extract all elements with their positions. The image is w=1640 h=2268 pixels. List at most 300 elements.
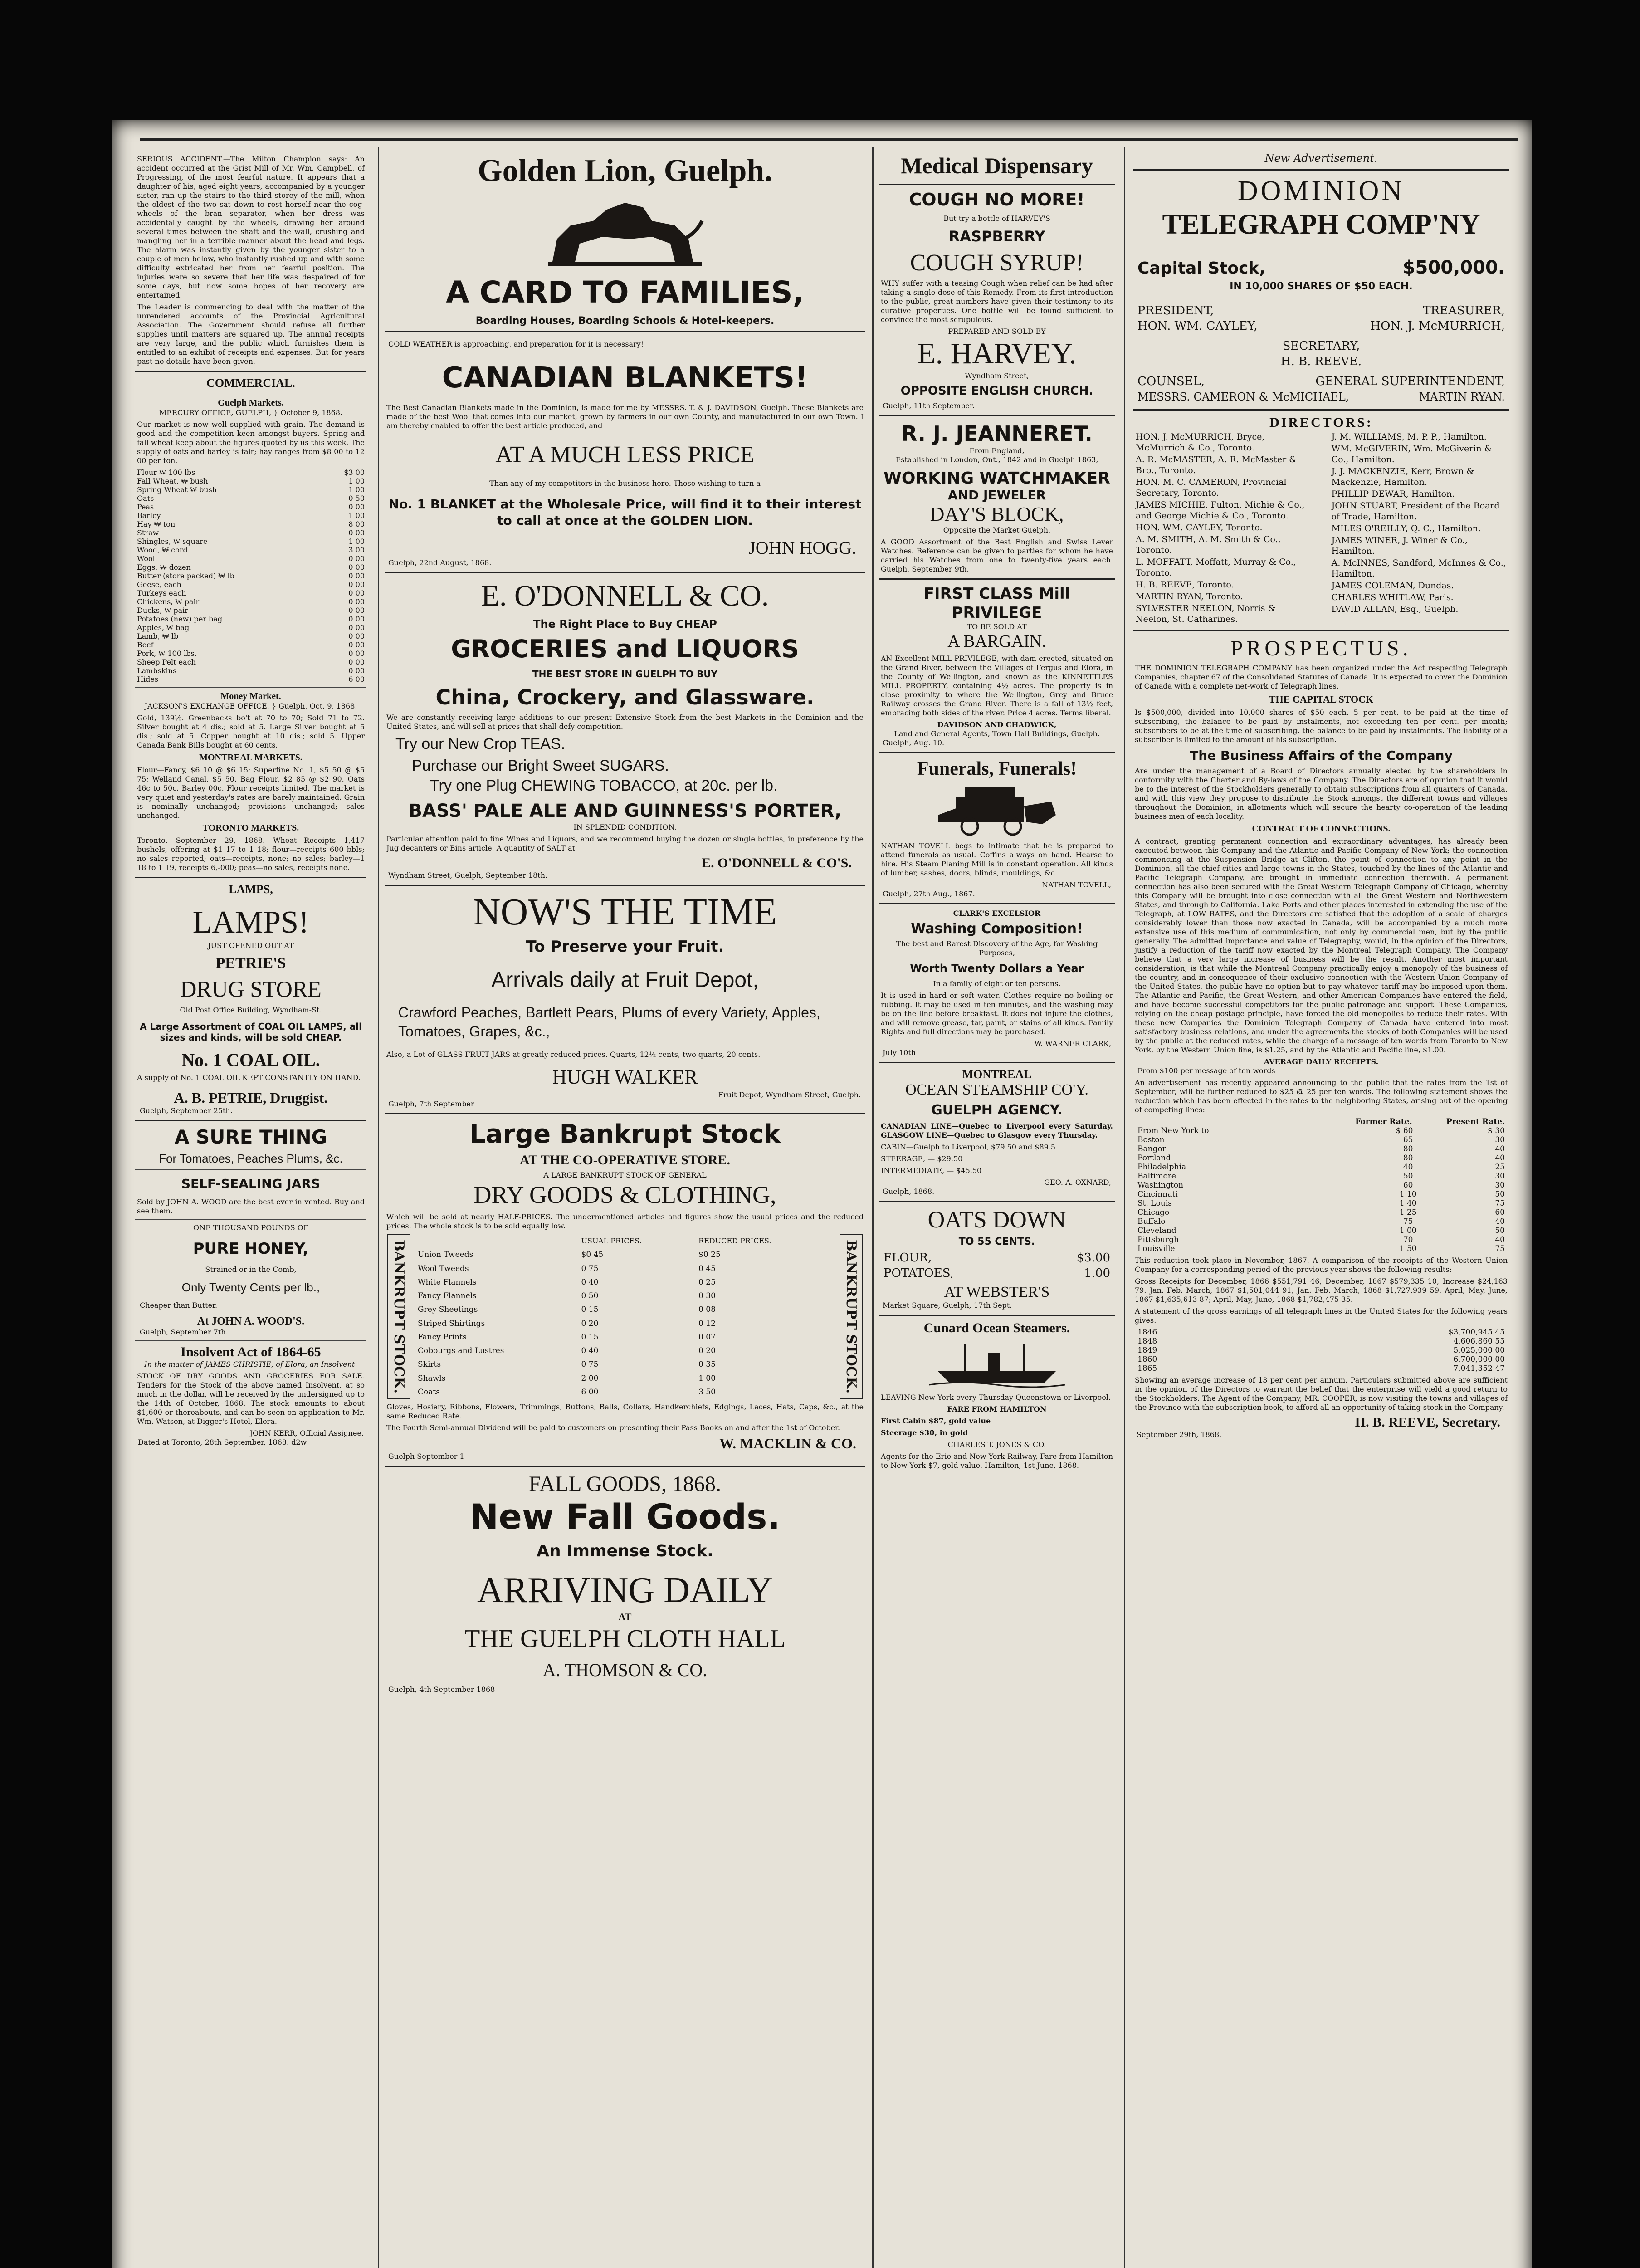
groceries-liquors: GROCERIES and LIQUORS xyxy=(451,635,799,663)
preserve-fruit: To Preserve your Fruit. xyxy=(526,938,724,956)
director: L. MOFFATT, Moffatt, Murray & Co., Toronto. xyxy=(1136,557,1296,578)
washing-composition: Washing Composition! xyxy=(911,921,1083,937)
boarding-houses: Boarding Houses, Boarding Schools & Hotel-keepers. xyxy=(475,315,775,327)
davidson-date: Guelph, Aug. 10. xyxy=(883,738,945,747)
guelph-markets-heading: Guelph Markets. xyxy=(218,398,284,408)
montreal-heading: MONTREAL xyxy=(962,1068,1032,1081)
price-row: Apples, ₩ bag 0 00 xyxy=(137,623,365,632)
price-row: Lambskins 0 00 xyxy=(137,666,365,675)
golden-lion-title: Golden Lion, Guelph. xyxy=(478,153,772,188)
column-rule xyxy=(872,147,874,2268)
divider xyxy=(879,903,1115,904)
gloves-text: Gloves, Hosiery, Ribbons, Flowers, Trimmings, Buttons, Balls, Collars, Handkerchiefs, Edgings, Laces, Hats, Caps, &c., at the same Reduced Rate. xyxy=(386,1403,864,1421)
macklin-date: Guelph September 1 xyxy=(388,1452,464,1461)
divider xyxy=(135,687,366,688)
new-fall-goods: New Fall Goods. xyxy=(469,1496,781,1537)
canadian-line: CANADIAN LINE—Quebec to Liverpool every Saturday. GLASGOW LINE—Quebec to Glasgow every Thursday. xyxy=(881,1122,1113,1139)
splendid-condition: IN SPLENDID CONDITION. xyxy=(573,823,677,831)
column-advertisements-b xyxy=(879,152,1115,2268)
washing-intro: The best and Rarest Discovery of the Age, for Washing Purposes, xyxy=(896,939,1098,957)
earnings-row: 1865 7,041,352 47 xyxy=(1137,1364,1505,1373)
divider xyxy=(879,184,1115,185)
director: HON. J. McMURRICH, Bryce, McMurrich & Co., Toronto. xyxy=(1136,432,1265,453)
toronto-markets-heading: TORONTO MARKETS. xyxy=(202,823,299,833)
jones-text: Agents for the Erie and New York Railway, Fare from Hamilton to New York $7, gold value. Hamilton, 1st June, 1868. xyxy=(881,1452,1113,1470)
column-news-markets xyxy=(135,152,366,2268)
jones-signature: CHARLES T. JONES & CO. xyxy=(947,1440,1046,1449)
clark-date: July 10th xyxy=(883,1048,916,1057)
card-to-families: A CARD TO FAMILIES, xyxy=(446,275,804,310)
price-row: Beef 0 00 xyxy=(137,640,365,649)
prospectus-heading: PROSPECTUS. xyxy=(1230,636,1412,660)
contract-heading: CONTRACT OF CONNECTIONS. xyxy=(1252,824,1391,834)
odonnell-title: E. O'DONNELL & CO. xyxy=(481,579,769,612)
guelph-agency: GUELPH AGENCY. xyxy=(931,1102,1063,1118)
table-row: Union Tweeds $0 45 $0 25 xyxy=(418,1250,721,1260)
leaving-new-york: LEAVING New York every Thursday Queenstown or Liverpool. xyxy=(881,1393,1111,1402)
funerals-heading: Funerals, Funerals! xyxy=(917,758,1077,779)
first-cabin: First Cabin $87, gold value xyxy=(881,1417,991,1425)
business-affairs-heading: The Business Affairs of the Company xyxy=(1190,748,1453,763)
price-row: Wood, ₩ cord 3 00 xyxy=(137,546,365,554)
tovell-date: Guelph, 27th Aug., 1867. xyxy=(883,890,975,898)
canadian-blankets: CANADIAN BLANKETS! xyxy=(442,361,808,395)
officers-row-1: PRESIDENT, TREASURER, xyxy=(1137,304,1505,318)
table-row: Skirts 0 75 0 35 xyxy=(418,1360,716,1369)
price-table xyxy=(415,1234,835,1399)
flour-price-row: FLOUR, $3.00 xyxy=(883,1251,1110,1265)
arriving-daily: ARRIVING DAILY xyxy=(477,1570,773,1611)
arrivals-daily: Arrivals daily at Fruit Depot, xyxy=(491,968,759,992)
medical-dispensary: Medical Dispensary xyxy=(901,153,1093,178)
mill-privilege: FIRST CLASS Mill PRIVILEGE xyxy=(923,585,1070,622)
steamship-icon xyxy=(929,1339,1065,1389)
reduction-text: This reduction took place in November, 1867. A comparison of the receipts of the Western Union Company for a corresponding period of the previous year shows the following results: xyxy=(1135,1256,1508,1274)
much-less-price: AT A MUCH LESS PRICE xyxy=(495,442,755,468)
why-suffer: WHY suffer with a teasing Cough when relief can be had after taking a single dose of this Remedy. From its first introduction to the public, great numbers have given their testimony to its curative properties. One bottle will be found sufficient to convince the most scrupulous. xyxy=(881,279,1113,324)
just-opened: JUST OPENED OUT AT xyxy=(208,941,294,950)
to-be-sold: TO BE SOLD AT xyxy=(967,622,1027,631)
earnings-row: 1846 $3,700,945 45 xyxy=(1137,1328,1505,1337)
bankrupt-table-block xyxy=(387,1234,863,1399)
price-row: Pork, ₩ 100 lbs. 0 00 xyxy=(137,649,365,658)
secretary-label: SECRETARY, xyxy=(1282,339,1360,353)
rates-table xyxy=(1133,1117,1509,1253)
guelph-dateline: MERCURY OFFICE, GUELPH, } October 9, 1868. xyxy=(159,408,343,417)
steerage-fare: STEERAGE, — $29.50 xyxy=(881,1154,963,1163)
blankets-text: The Best Canadian Blankets made in the Dominion, is made for me by MESSRS. T. & J. DAVIDSON, Guelph. These Blankets are made of the best Wool that comes into our market, grown by farmers in our own County, and manufactured in our own Town. I am thereby enabled to offer the best article produced, and xyxy=(386,403,864,430)
immense-stock: An Immense Stock. xyxy=(537,1542,713,1561)
director: J. M. WILLIAMS, M. P. P., Hamilton. xyxy=(1331,432,1487,442)
lamps-heading: LAMPS, xyxy=(229,883,273,896)
price-row: Shingles, ₩ square 1 00 xyxy=(137,537,365,546)
worth-twenty: Worth Twenty Dollars a Year xyxy=(910,962,1084,975)
director: HON. WM. CAYLEY, Toronto. xyxy=(1136,523,1263,533)
table-header: USUAL PRICES. REDUCED PRICES. xyxy=(581,1237,771,1246)
director: H. B. REEVE, Toronto. xyxy=(1136,580,1234,590)
newspaper-page xyxy=(112,120,1532,2268)
odonnell-signature: E. O'DONNELL & CO'S. xyxy=(702,855,852,870)
price-row: Sheep Pelt each 0 00 xyxy=(137,658,365,666)
honey-price: Only Twenty Cents per lb., xyxy=(181,1281,320,1294)
price-row: Eggs, ₩ dozen 0 00 xyxy=(137,563,365,572)
thomson-date: Guelph, 4th September 1868 xyxy=(388,1685,495,1694)
divider xyxy=(879,752,1115,753)
receipts-text: Gross Receipts for December, 1866 $551,791 46; December, 1867 $579,335 10; Increase $24,163 79. Jan. Feb. March, 1867 $1,501,044 91; Jan. Feb. March, 1868 $1,727,939 59. April, May, June, 1867 $1,635,613 87; April, May, June, 1868 $1,782,475 35. xyxy=(1135,1277,1508,1304)
leader-article: The Leader is commencing to deal with the matter of the unrendered accounts of the Provincial Agricultural Association. The Government should refuse all further supplies until matters are squared up. The annual receipts are very large, and the public which furnishes them is entitled to an exhibit of receipts and expenses. But for years past no details have been given. xyxy=(137,303,365,366)
officers-row-4: MESSRS. CAMERON & McMICHAEL, MARTIN RYAN. xyxy=(1137,391,1505,403)
director: SYLVESTER NEELON, Norris & Neelon, St. Catharines. xyxy=(1136,603,1276,624)
rates-row: Portland 80 40 xyxy=(1137,1154,1505,1163)
directors-left xyxy=(1133,430,1313,626)
lamps-text: A Large Assortment of COAL OIL LAMPS, all sizes and kinds, will be sold CHEAP. xyxy=(140,1021,362,1043)
prospectus-text: THE DOMINION TELEGRAPH COMPANY has been organized under the Act respecting Telegraph Companies, chapter 67 of the Consolidated Statutes of Canada. It is expected to cover the Dominion of Canada with a complete net-work of Telegraph lines. xyxy=(1135,664,1508,690)
hogg-signature: JOHN HOGG. xyxy=(748,538,856,558)
column-rule xyxy=(1124,147,1125,2268)
dividend-text: The Fourth Semi-annual Dividend will be paid to customers on presenting their Pass Books on and after the 1st of October. xyxy=(386,1423,840,1432)
earnings-row: 1860 6,700,000 00 xyxy=(1137,1355,1505,1364)
divider xyxy=(385,1113,865,1114)
price-row: Turkeys each 0 00 xyxy=(137,589,365,597)
divider xyxy=(385,1466,865,1467)
coal-text: A supply of No. 1 COAL OIL KEPT CONSTANTLY ON HAND. xyxy=(137,1073,361,1082)
price-row: Straw 0 00 xyxy=(137,528,365,537)
lamps-title: LAMPS! xyxy=(192,905,309,940)
jeanneret-name: R. J. JEANNERET. xyxy=(901,421,1093,446)
director: PHILLIP DEWAR, Hamilton. xyxy=(1331,489,1455,499)
opposite-market: Opposite the Market Guelph. xyxy=(943,526,1051,534)
honey-subtitle: Strained or in the Comb, xyxy=(205,1265,297,1274)
rates-heading: AVERAGE DAILY RECEIPTS. xyxy=(1264,1057,1379,1066)
mill-text: AN Excellent MILL PRIVILEGE, with dam erected, situated on the Grand River, between the Villages of Fergus and Elora, in the County of Wellington, and known as the KINNETTLES MILL PROPERTY, containing 4½ acres. The property is in close proximity to where the Wellington, Grey and Bruce Railway crosses the Grand River. There is a fall of 13½ feet, embracing both sides of the river. Price 4 acres. Terms liberal. xyxy=(881,654,1113,717)
honey-cheaper: Cheaper than Butter. xyxy=(140,1301,218,1310)
earnings-intro: A statement of the gross earnings of all telegraph lines in the United States for the following years gives: xyxy=(1135,1307,1508,1325)
divider xyxy=(135,877,366,878)
from-100: From $100 per message of ten words xyxy=(1137,1066,1275,1075)
price-list xyxy=(135,468,366,684)
harvey-date: Guelph, 11th September. xyxy=(883,401,975,410)
director: CHARLES WHITLAW, Paris. xyxy=(1331,592,1454,602)
contract-text: A contract, granting permanent connection and extraordinary advantages, has already been executed between this Company and the Atlantic and Pacific Company of New York; the connection commencing at the Suspension Bridge at Clifton, the point of connection to any point in the Dominion, all the chief cities and large towns in the States, touched by the lines of the Atlantic and Pacific Telegraph Company, are brought in immediate connection therewith. A permanent connection has also been secured with the Great Western Telegraph Company of Chicago, whereby this Company will be brought into close connection with all the Great Western and Northwestern States, and through to California. Lake Ports and other places interested in extending the use of the Telegraph, at LOW RATES, and the Directors are satisfied that the adoption of a scale of charges considerably lower than those now exacted in Canada, will be accompanied by a much more extensive use of this medium of communication, not only by commercial men, but by the public generally. The admitted importance and value of Telegraphy, would, in the opinion of the Directors, justify a reduction of the tariff now exacted by the Montreal Telegraph Company. The Company believe that a very large increase of business will be the result. Another most important consideration, is that while the Montreal Company practically enjoy a monopoly of the business of the country, and in consequence of their exclusive connection with the Western Union Company of the United States, the public have no option but to pay whatever tariff may be imposed upon them. The Atlantic and Pacific, the Great Western, and other American Companies have entered the field, and have become successful competitors for the public patronage and support. These Companies, relying on the cheap postage principle, have forced the old monopolies to reduce their rates. With these new Companies the Dominion Telegraph Company of Canada have entered into most satisfactory business relations, and under the agreements the stocks of both Companies will be used by the public at the reduced rates, while the charge of a message of ten words from Toronto to New York, by the Western Union line, is $1.25, and by the Atlantic and Pacific line, $1.00. xyxy=(1135,837,1508,1054)
rates-row: Pittsburgh 70 40 xyxy=(1137,1235,1505,1244)
from-england: From England, xyxy=(969,446,1025,455)
rates-row: St. Louis 1 40 75 xyxy=(1137,1199,1505,1208)
capital-stock-row: Capital Stock, $500,000. xyxy=(1137,257,1505,278)
secretary-name: H. B. REEVE. xyxy=(1280,355,1362,368)
capital-text: Is $500,000, divided into 10,000 shares of $50 each. 5 per cent. to be paid at the time of subscribing, the balance to be paid by instalments, not exceeding ten per cent. per month; subscribers to be at the time of subscribing, the balance to be paid by instalments. The liability of a subscriber is limited to the amount of his subscription. xyxy=(1135,708,1508,744)
director: JAMES WINER, J. Winer & Co., Hamilton. xyxy=(1331,535,1468,556)
opposite-church: OPPOSITE ENGLISH CHURCH. xyxy=(900,384,1093,398)
bankrupt-stock-title: Large Bankrupt Stock xyxy=(469,1119,781,1149)
price-row: Ducks, ₩ pair 0 00 xyxy=(137,606,365,615)
divider xyxy=(385,885,865,886)
steerage-gold: Steerage $30, in gold xyxy=(881,1428,968,1437)
table-row: Cobourgs and Lustres 0 40 0 20 xyxy=(418,1346,716,1356)
price-row: Hides 6 00 xyxy=(137,675,365,684)
director: A. M. SMITH, A. M. Smith & Co., Toronto. xyxy=(1136,534,1281,555)
davidson-sub: Land and General Agents, Town Hall Buildings, Guelph. xyxy=(894,729,1100,738)
cough-no-more: COUGH NO MORE! xyxy=(909,190,1085,210)
divider xyxy=(135,1169,366,1170)
insolvent-date: Dated at Toronto, 28th September, 1868. d2w xyxy=(138,1438,307,1447)
rates-row: Bangor 80 40 xyxy=(1137,1144,1505,1154)
ocean-steamship: OCEAN STEAMSHIP CO'Y. xyxy=(905,1081,1088,1098)
large-general: A LARGE BANKRUPT STOCK OF GENERAL xyxy=(543,1171,707,1179)
drug-address: Old Post Office Building, Wyndham-St. xyxy=(180,1006,322,1014)
director: A. McINNES, Sandford, McInnes & Co., Hamilton. xyxy=(1331,558,1506,579)
price-row: Peas 0 00 xyxy=(137,503,365,511)
thomson-signature: A. THOMSON & CO. xyxy=(542,1660,708,1681)
director: MILES O'REILLY, Q. C., Hamilton. xyxy=(1331,523,1481,533)
column-rule xyxy=(378,147,379,2268)
at-label: AT xyxy=(618,1611,632,1623)
table-row: Wool Tweeds 0 75 0 45 xyxy=(418,1264,716,1273)
than-any: Than any of my competitors in the business here. Those wishing to turn a xyxy=(489,479,761,488)
china-glassware: China, Crockery, and Glassware. xyxy=(435,685,815,709)
insolvent-heading: Insolvent Act of 1864-65 xyxy=(181,1344,321,1359)
table-row: Fancy Prints 0 15 0 07 xyxy=(418,1332,716,1342)
divider xyxy=(135,1340,366,1341)
director: JAMES MICHIE, Fulton, Michie & Co., and George Michie & Co., Toronto. xyxy=(1136,500,1305,521)
and-jeweler: AND JEWELER xyxy=(947,488,1046,503)
rates-row: Cincinnati 1 10 50 xyxy=(1137,1190,1505,1199)
insolvent-text: STOCK OF DRY GOODS AND GROCERIES FOR SALE. Tenders for the Stock of the above named Insolvent, at so much in the dollar, will be received by the undersigned up to the 14th of October, 1868. The stock amounts to about $1,600 or thereabouts, and can be seen on application to Mr. Wm. Watson, at Digger's Hotel, Elora. xyxy=(137,1372,365,1426)
rates-row: Cleveland 1 00 50 xyxy=(1137,1226,1505,1235)
potatoes-price-row: POTATOES, 1.00 xyxy=(883,1266,1110,1280)
good-assortment: A GOOD Assortment of the Best English and Swiss Lever Watches. Reference can be given to parties for whom he have carried his Watches from one to twenty-five years each. Guelph, September 9th. xyxy=(881,538,1113,573)
telegraph-company: TELEGRAPH COMP'NY xyxy=(1162,209,1480,240)
cold-weather: COLD WEATHER is approaching, and preparation for it is necessary! xyxy=(388,340,644,348)
directors-list xyxy=(1133,430,1509,626)
director: HON. M. C. CAMERON, Provincial Secretary, Toronto. xyxy=(1136,477,1287,498)
table-row: White Flannels 0 40 0 25 xyxy=(418,1277,716,1287)
rates-intro: An advertisement has recently appeared announcing to the public that the rates from the 1st of September, will be further reduced to $25 @ 25 per ten words. The following statement shows the reduction which has been effected in the rates to the neighboring States, arising out of the opening of competing lines: xyxy=(1135,1078,1508,1114)
rates-row: Louisville 1 50 75 xyxy=(1137,1244,1505,1253)
hearse-icon xyxy=(929,783,1065,838)
co-operative-store: AT THE CO-OPERATIVE STORE. xyxy=(519,1153,730,1168)
divider xyxy=(135,371,366,372)
divider xyxy=(879,415,1115,416)
right-place: The Right Place to Buy CHEAP xyxy=(533,618,717,631)
divider xyxy=(1133,169,1509,171)
divider xyxy=(879,1062,1115,1063)
montreal-markets-heading: MONTREAL MARKETS. xyxy=(199,753,303,763)
working-watchmaker: WORKING WATCHMAKER xyxy=(883,469,1110,488)
director: DAVID ALLAN, Esq., Guelph. xyxy=(1331,604,1459,614)
closing-text: Showing an average increase of 13 per cent per annum. Particulars submitted above are sufficient in the opinion of the Directors to warrant the belief that the enterprise will yield a good return to the Stockholders. The Agent of the Company, MR. COOPER, is now visiting the towns and villages of the Province with the subscription book, to afford all an opportunity of taking stock in the Company. xyxy=(1135,1376,1508,1412)
dominion: DOMINION xyxy=(1237,176,1405,206)
no1-blanket: No. 1 BLANKET at the Wholesale Price, will find it to their interest to call at once at the GOLDEN LION. xyxy=(388,497,862,528)
price-row: Spring Wheat ₩ bush 1 00 xyxy=(137,485,365,494)
director: A. R. McMASTER, A. R. McMaster & Bro., Toronto. xyxy=(1136,455,1297,475)
family-size: In a family of eight or ten persons. xyxy=(933,979,1061,988)
montreal-markets-text: Flour—Fancy, $6 10 @ $6 15; Superfine No. 1, $5 50 @ $5 75; Welland Canal, $5 50. Bag Flour, $2 85 @ $2 90. Oats 46c to 50c. Barley 00c. Flour receipts limited. The market is very quiet and yesterday's rates are barely maintained. Grain is nominally unchanged; provisions unchanged; sales unchanged. xyxy=(137,766,365,820)
oxnard-signature: GEO. A. OXNARD, xyxy=(1044,1178,1111,1187)
new-advertisement: New Advertisement. xyxy=(1264,152,1378,165)
macklin-signature: W. MACKLIN & CO. xyxy=(719,1435,856,1452)
try-teas: Try our New Crop TEAS. xyxy=(395,735,566,753)
price-row: Fall Wheat, ₩ bush 1 00 xyxy=(137,477,365,485)
divider xyxy=(879,578,1115,580)
capital-stock-heading: THE CAPITAL STOCK xyxy=(1269,694,1374,705)
clarks-excelsior: CLARK'S EXCELSIOR xyxy=(953,909,1041,918)
guelph-markets-text: Our market is now well supplied with grain. The demand is good and the competition keen amongst buyers. Spring and fall wheat keep about the figures quoted by us this week. The supply of oats and barley is fair; hay ranges from $8 00 to 12 00 per ton. xyxy=(137,420,365,465)
rates-row: Buffalo 75 40 xyxy=(1137,1217,1505,1226)
nows-the-time: NOW'S THE TIME xyxy=(473,891,777,933)
price-row: Oats 0 50 xyxy=(137,494,365,503)
commercial-heading: COMMERCIAL. xyxy=(206,376,295,390)
director: MARTIN RYAN, Toronto. xyxy=(1136,591,1243,601)
insolvent-signature: JOHN KERR, Official Assignee. xyxy=(249,1429,364,1437)
receiving-text: We are constantly receiving large additions to our present Extensive Stock from the best Markets in the Dominion and the United States, and will sell at prices that shall defy competition. xyxy=(386,713,864,731)
wyndham-street: Wyndham Street, xyxy=(965,371,1029,380)
business-text: Are under the management of a Board of Directors annually elected by the shareholders in conformity with the Charter and By-laws of the Company. The Directors are of opinion that it would be to the interest of the Stockholders generally to obtain subscriptions from all quarters of Canada, and with this view they propose to distribute the Stock amongst the different towns and villages throughout the Dominion, in allotments which will secure the hearty co-operation of the leading business men of each locality. xyxy=(1135,767,1508,821)
oxnard-date: Guelph, 1868. xyxy=(883,1187,935,1196)
but-try: But try a bottle of HARVEY'S xyxy=(943,214,1050,223)
sure-thing: A SURE THING xyxy=(174,1126,327,1148)
petrie-signature: A. B. PETRIE, Druggist. xyxy=(174,1090,328,1106)
table-row: Fancy Flannels 0 50 0 30 xyxy=(418,1291,716,1301)
days-block: DAY'S BLOCK, xyxy=(930,503,1064,525)
prepared-by: PREPARED AND SOLD BY xyxy=(948,327,1046,336)
rates-row: Washington 60 30 xyxy=(1137,1181,1505,1190)
walker-address: Fruit Depot, Wyndham Street, Guelph. xyxy=(718,1090,861,1099)
toronto-markets-text: Toronto, September 29, 1868. Wheat—Receipts 1,417 bushels, offering at $1 17 to 1 18; flour—receipts 600 bbls; no sales reported; oats—receipts, none; no sales; barley—1 18 to 1 19, receipts 6,-000; peas—no sales, receipts none. xyxy=(137,836,365,872)
money-market-heading: Money Market. xyxy=(220,691,281,701)
price-row: Flour ₩ 100 lbs $3 00 xyxy=(137,468,365,477)
washing-body: It is used in hard or soft water. Clothes require no boiling or rubbing. It may be used in ten minutes, and the washing may be on the line before breakfast. It does not injure the clothes, and will remove grease, tar, paint, or stains of all kinds. Family Rights and full directions may be purchased. xyxy=(881,991,1113,1036)
fare-from-hamilton: FARE FROM HAMILTON xyxy=(947,1405,1047,1413)
price-row: Barley 1 00 xyxy=(137,511,365,520)
oats-down: OATS DOWN xyxy=(927,1207,1066,1233)
webster-address: Market Square, Guelph, 17th Sept. xyxy=(883,1301,1012,1310)
divider xyxy=(385,572,865,573)
rates-row: Boston 65 30 xyxy=(1137,1135,1505,1144)
divider xyxy=(1133,630,1509,631)
directors-heading: DIRECTORS: xyxy=(1269,415,1373,430)
pure-honey: PURE HONEY, xyxy=(193,1240,309,1258)
guelph-cloth-hall: THE GUELPH CLOTH HALL xyxy=(464,1625,786,1653)
director: WM. McGIVERIN, Wm. McGiverin & Co., Hamilton. xyxy=(1331,444,1492,464)
coal-oil: No. 1 COAL OIL. xyxy=(181,1050,320,1070)
plug-tobacco: Try one Plug CHEWING TOBACCO, at 20c. per lb. xyxy=(430,777,778,794)
dry-goods-clothing: DRY GOODS & CLOTHING, xyxy=(473,1181,776,1208)
cunard-heading: Cunard Ocean Steamers. xyxy=(923,1320,1070,1335)
earnings-row: 1849 5,025,000 00 xyxy=(1137,1346,1505,1355)
rates-header: Former Rate. Present Rate. xyxy=(1355,1117,1505,1126)
shares: IN 10,000 SHARES OF $50 EACH. xyxy=(1230,281,1413,292)
intermediate-fare: INTERMEDIATE, — $45.50 xyxy=(881,1166,982,1175)
price-row: Wool 0 00 xyxy=(137,554,365,563)
clark-signature: W. WARNER CLARK, xyxy=(1034,1039,1111,1048)
insolvent-matter: In the matter of JAMES CHRISTIE, of Elora, an Insolvent. xyxy=(144,1360,357,1369)
column-telegraph-company xyxy=(1133,152,1509,2268)
director: JAMES COLEMAN, Dundas. xyxy=(1331,581,1454,591)
divider xyxy=(385,331,865,332)
price-row: Geese, each 0 00 xyxy=(137,580,365,589)
davidson-chadwick: DAVIDSON AND CHADWICK, xyxy=(937,720,1057,729)
raspberry: RASPBERRY xyxy=(948,228,1045,245)
drug-store: DRUG STORE xyxy=(180,976,322,1002)
accident-article: SERIOUS ACCIDENT.—The Milton Champion says: An accident occurred at the Grist Mill of Mr. Wm. Campbell, of Progressing, of the most fearful nature. It appears that a daughter of his, aged eight years, accompanied by a younger sister, ran up the stairs to the third storey of the mill, when the oldest of the two sat down to rest herself near the cog-wheels of the bran separator, when her dress was accidentally caught by the wheels, drawing her around several times between the shaft and the wall, crushing and mangling her in a terrible manner about the head and legs. The alarm was instantly given by the younger sister to a couple of men below, who instantly rushed up and with some difficulty extricated her from her fearful position. The injuries were so severe that her life was despaired of for some days, but now some hopes of her recovery are entertained. xyxy=(137,155,365,299)
petrie-date: Guelph, September 25th. xyxy=(140,1106,233,1115)
tovell-signature: NATHAN TOVELL, xyxy=(1041,880,1111,889)
bankrupt-side-left: BANKRUPT STOCK. xyxy=(387,1234,410,1399)
price-row: Lamb, ₩ lb 0 00 xyxy=(137,632,365,640)
bankrupt-side-right: BANKRUPT STOCK. xyxy=(840,1234,863,1399)
to-55-cents: TO 55 CENTS. xyxy=(958,1236,1035,1247)
crawford-peaches: Crawford Peaches, Bartlett Pears, Plums of every Variety, Apples, Tomatoes, Grapes, &c., xyxy=(398,1004,820,1040)
price-row: Chickens, ₩ pair 0 00 xyxy=(137,597,365,606)
table-row: Coats 6 00 3 50 xyxy=(418,1387,716,1397)
wood-signature: At JOHN A. WOOD'S. xyxy=(197,1315,305,1327)
directors-right xyxy=(1329,430,1509,626)
websters: AT WEBSTER'S xyxy=(944,1284,1050,1300)
money-dateline: JACKSON'S EXCHANGE OFFICE, } Guelph, Oct. 9, 1868. xyxy=(144,702,357,710)
director: JOHN STUART, President of the Board of Trade, Hamilton. xyxy=(1331,501,1500,522)
table-row: Striped Shirtings 0 20 0 12 xyxy=(418,1319,716,1328)
established: Established in London, Ont., 1842 and in Guelph 1863, xyxy=(895,455,1098,464)
earnings-table xyxy=(1133,1328,1509,1373)
top-rule xyxy=(140,138,1518,141)
wood-date: Guelph, September 7th. xyxy=(140,1328,228,1336)
fall-goods-1868: FALL GOODS, 1868. xyxy=(528,1472,721,1496)
price-row: Hay ₩ ton 8 00 xyxy=(137,520,365,528)
harvey-name: E. HARVEY. xyxy=(917,337,1077,370)
bass-ale: BASS' PALE ALE AND GUINNESS'S PORTER, xyxy=(408,801,842,821)
cabin-fare: CABIN—Guelph to Liverpool, $79.50 and $89.5 xyxy=(881,1143,1056,1151)
for-tomatoes: For Tomatoes, Peaches Plums, &c. xyxy=(159,1152,343,1165)
cough-syrup: COUGH SYRUP! xyxy=(910,250,1084,276)
price-row: Potatoes (new) per bag 0 00 xyxy=(137,615,365,623)
walker-signature: HUGH WALKER xyxy=(552,1066,698,1088)
divider xyxy=(879,1201,1115,1202)
divider xyxy=(135,1219,366,1220)
money-market-text: Gold, 139½. Greenbacks bo't at 70 to 70; Sold 71 to 72. Silver bought at 4 dis.; sold at 5. Large Silver bought at 5 dis.; sold at 5. Copper bought at 10 dis.; sold 5. Upper Canada Bank Bills bought at 60 cents. xyxy=(137,714,365,749)
hogg-date: Guelph, 22nd August, 1868. xyxy=(388,558,492,567)
thousand-pounds: ONE THOUSAND POUNDS OF xyxy=(193,1223,308,1232)
earnings-row: 1848 4,606,860 55 xyxy=(1137,1337,1505,1346)
tovell-text: NATHAN TOVELL begs to intimate that he is prepared to attend funerals as usual. Coffins always on hand. Hearse to hire. His Steam Planing Mill is in constant operation. All kinds of lumber, sashes, doors, blinds, mouldings, &c. xyxy=(881,841,1113,877)
table-row: Shawls 2 00 1 00 xyxy=(418,1374,716,1383)
rates-row: Chicago 1 25 60 xyxy=(1137,1208,1505,1217)
rates-row: Baltimore 50 30 xyxy=(1137,1172,1505,1181)
sealing-text: Sold by JOHN A. WOOD are the best ever in vented. Buy and see them. xyxy=(137,1198,365,1215)
divider xyxy=(135,1120,366,1121)
table-row: Grey Sheetings 0 15 0 08 xyxy=(418,1305,716,1315)
purchase-sugars: Purchase our Bright Sweet SUGARS. xyxy=(412,757,669,774)
divider xyxy=(879,1315,1115,1316)
director: J. J. MACKENZIE, Kerr, Brown & Mackenzie, Hamilton. xyxy=(1331,466,1474,487)
officers-row-3: COUNSEL, GENERAL SUPERINTENDENT, xyxy=(1137,375,1505,388)
self-sealing-jars: SELF-SEALING JARS xyxy=(181,1176,321,1191)
glass-jars: Also, a Lot of GLASS FRUIT JARS at greatly reduced prices. Quarts, 12½ cents, two quarts, 20 cents. xyxy=(386,1050,761,1059)
officers-row-2: HON. WM. CAYLEY, HON. J. McMURRICH, xyxy=(1137,319,1505,333)
reeve-signature: H. B. REEVE, Secretary. xyxy=(1355,1415,1500,1430)
petries: PETRIE'S xyxy=(215,955,286,972)
lion-icon xyxy=(539,194,711,271)
rates-row: Philadelphia 40 25 xyxy=(1137,1163,1505,1172)
rates-row: From New York to $ 60 $ 30 xyxy=(1137,1126,1505,1135)
divider xyxy=(1133,409,1509,411)
price-row: Butter (store packed) ₩ lb 0 00 xyxy=(137,572,365,580)
odonnell-date: Wyndham Street, Guelph, September 18th. xyxy=(388,871,548,880)
half-prices-text: Which will be sold at nearly HALF-PRICES. The undermentioned articles and figures show the usual prices and the reduced prices. The whole stock is to be sold equally low. xyxy=(386,1212,864,1230)
wines-text: Particular attention paid to fine Wines and Liquors, and we recommend buying the dozen or single bottles, in preference by the Jug decanters or Bins article. A quantity of SALT at xyxy=(386,835,864,852)
a-bargain: A BARGAIN. xyxy=(947,632,1046,651)
walker-date: Guelph, 7th September xyxy=(388,1100,474,1108)
column-advertisements-a xyxy=(385,152,865,2268)
